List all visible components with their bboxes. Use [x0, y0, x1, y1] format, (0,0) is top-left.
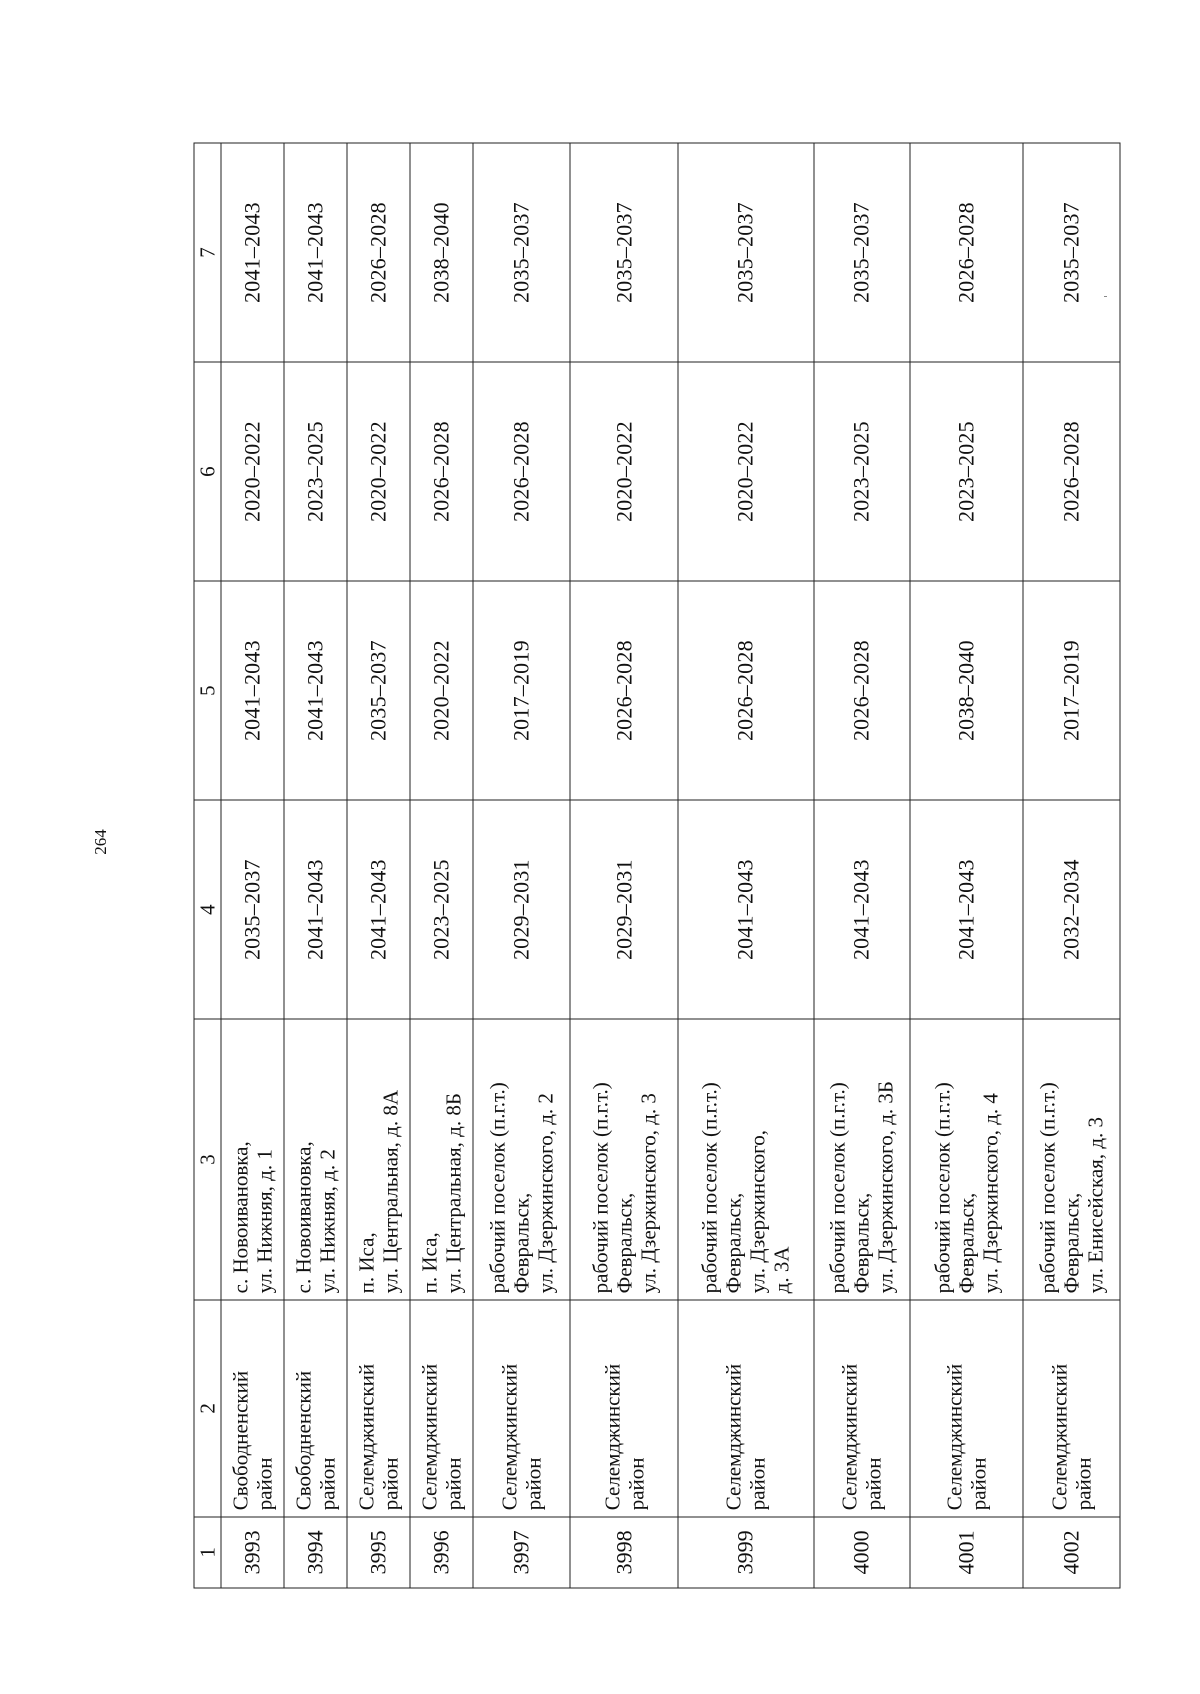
district-cell [814, 1300, 911, 1517]
address-line: Февральск, [1059, 1192, 1084, 1294]
address-line: ул. Дзержинского, д. 3 [636, 1093, 661, 1294]
period-cell-col5: 2017–2019 [1023, 581, 1120, 800]
scan-artifact-mark [1104, 296, 1107, 297]
row-number-cell: 3994 [284, 1517, 347, 1588]
period-cell-col5: 2026–2028 [678, 581, 813, 800]
district-line: район [441, 1457, 466, 1511]
address-line: ул. Дзержинского, д. 4 [978, 1093, 1003, 1294]
period-cell-col7: 2035–2037 [814, 143, 911, 362]
address-cell [678, 1019, 813, 1300]
district-cell [1023, 1300, 1120, 1517]
period-cell-col4: 2023–2025 [410, 800, 473, 1019]
address-cell [570, 1019, 678, 1300]
address-line: ул. Дзержинского, д. 2 [533, 1093, 558, 1294]
period-cell-col6: 2026–2028 [473, 362, 570, 581]
district-line: район [1071, 1457, 1096, 1511]
row-number-cell: 3997 [473, 1517, 570, 1588]
period-cell-col6: 2023–2025 [910, 362, 1023, 581]
district-line: район [521, 1457, 546, 1511]
row-number-cell: 3996 [410, 1517, 473, 1588]
district-cell [570, 1300, 678, 1517]
address-line: рабочий поселок (п.г.т.) [930, 1082, 955, 1294]
period-cell-col7: 2038–2040 [410, 143, 473, 362]
row-number-cell: 3993 [221, 1517, 284, 1588]
registry-table [194, 143, 1121, 1589]
period-cell-col5: 2017–2019 [473, 581, 570, 800]
table-row [910, 143, 1023, 1588]
district-line: Свободненский [291, 1370, 316, 1511]
table-row [473, 143, 570, 1588]
period-cell-col5: 2020–2022 [410, 581, 473, 800]
address-cell [473, 1019, 570, 1300]
address-cell [347, 1019, 410, 1300]
district-line: район [252, 1457, 277, 1511]
address-cell [284, 1019, 347, 1300]
period-cell-col7: 2035–2037 [678, 143, 813, 362]
period-cell-col7: 2041–2043 [284, 143, 347, 362]
row-number-cell: 3998 [570, 1517, 678, 1588]
table-row [410, 143, 473, 1588]
period-cell-col5: 2038–2040 [910, 581, 1023, 800]
district-line: район [315, 1457, 340, 1511]
column-header-6: 6 [194, 362, 221, 581]
period-cell-col6: 2026–2028 [1023, 362, 1120, 581]
period-cell-col4: 2041–2043 [678, 800, 813, 1019]
district-line: Селемджинский [942, 1363, 967, 1511]
address-line: п. Иса, [417, 1232, 442, 1294]
column-header-4: 4 [194, 800, 221, 1019]
address-line: рабочий поселок (п.г.т.) [588, 1082, 613, 1294]
address-line: с. Новоивановка, [291, 1141, 316, 1294]
address-cell [814, 1019, 911, 1300]
district-cell [910, 1300, 1023, 1517]
address-line: ул. Нижняя, д. 2 [315, 1149, 340, 1294]
address-cell [410, 1019, 473, 1300]
table-row [570, 143, 678, 1588]
address-line: ул. Нижняя, д. 1 [252, 1149, 277, 1294]
column-header-1: 1 [194, 1517, 221, 1588]
table-body [221, 143, 1120, 1588]
period-cell-col5: 2041–2043 [284, 581, 347, 800]
period-cell-col6: 2020–2022 [347, 362, 410, 581]
table-row [284, 143, 347, 1588]
period-cell-col4: 2035–2037 [221, 800, 284, 1019]
address-cell [1023, 1019, 1120, 1300]
district-line: район [745, 1457, 770, 1511]
address-line: ул. Центральная, д. 8А [378, 1090, 403, 1294]
address-line: ул. Енисейская, д. 3 [1083, 1116, 1108, 1294]
district-line: район [624, 1457, 649, 1511]
column-header-5: 5 [194, 581, 221, 800]
address-line: рабочий поселок (п.г.т.) [1035, 1082, 1060, 1294]
address-cell [221, 1019, 284, 1300]
address-line: Февральск, [849, 1192, 874, 1294]
district-line: Селемджинский [354, 1363, 379, 1511]
district-line: Селемджинский [1047, 1363, 1072, 1511]
period-cell-col7: 2026–2028 [347, 143, 410, 362]
period-cell-col4: 2041–2043 [814, 800, 911, 1019]
district-cell [284, 1300, 347, 1517]
period-cell-col7: 2035–2037 [1023, 143, 1120, 362]
district-line: Селемджинский [417, 1363, 442, 1511]
table-row [814, 143, 911, 1588]
period-cell-col5: 2041–2043 [221, 581, 284, 800]
address-line: ул. Дзержинского, [745, 1130, 770, 1294]
district-cell [473, 1300, 570, 1517]
table-row [347, 143, 410, 1588]
period-cell-col6: 2020–2022 [570, 362, 678, 581]
period-cell-col6: 2020–2022 [221, 362, 284, 581]
period-cell-col4: 2041–2043 [910, 800, 1023, 1019]
district-line: Селемджинский [600, 1363, 625, 1511]
row-number-cell: 4001 [910, 1517, 1023, 1588]
period-cell-col7: 2041–2043 [221, 143, 284, 362]
district-cell [678, 1300, 813, 1517]
table-row [678, 143, 813, 1588]
district-line: Свободненский [228, 1370, 253, 1511]
period-cell-col4: 2041–2043 [347, 800, 410, 1019]
district-line: Селемджинский [721, 1363, 746, 1511]
address-line: ул. Центральная, д. 8Б [441, 1093, 466, 1294]
period-cell-col4: 2029–2031 [473, 800, 570, 1019]
period-cell-col4: 2029–2031 [570, 800, 678, 1019]
table-row [221, 143, 284, 1588]
period-cell-col6: 2020–2022 [678, 362, 813, 581]
address-line: Февральск, [721, 1192, 746, 1294]
district-line: Селемджинский [497, 1363, 522, 1511]
district-cell [221, 1300, 284, 1517]
district-cell [347, 1300, 410, 1517]
address-cell [910, 1019, 1023, 1300]
address-line: ул. Дзержинского, д. 3Б [873, 1081, 898, 1294]
period-cell-col5: 2026–2028 [570, 581, 678, 800]
district-line: Селемджинский [837, 1363, 862, 1511]
table-row [1023, 143, 1120, 1588]
header-row [194, 143, 221, 1588]
row-number-cell: 4000 [814, 1517, 911, 1588]
registry-table-container [194, 143, 1121, 1589]
period-cell-col4: 2041–2043 [284, 800, 347, 1019]
period-cell-col6: 2023–2025 [284, 362, 347, 581]
row-number-cell: 3999 [678, 1517, 813, 1588]
period-cell-col7: 2026–2028 [910, 143, 1023, 362]
address-line: Февральск, [612, 1192, 637, 1294]
column-header-3: 3 [194, 1019, 221, 1300]
district-line: район [378, 1457, 403, 1511]
period-cell-col5: 2035–2037 [347, 581, 410, 800]
address-line: Февральск, [954, 1192, 979, 1294]
period-cell-col6: 2023–2025 [814, 362, 911, 581]
address-line: Февральск, [509, 1192, 534, 1294]
district-line: район [966, 1457, 991, 1511]
row-number-cell: 4002 [1023, 1517, 1120, 1588]
district-line: район [861, 1457, 886, 1511]
address-line: рабочий поселок (п.г.т.) [697, 1082, 722, 1294]
address-line: с. Новоивановка, [228, 1141, 253, 1294]
period-cell-col6: 2026–2028 [410, 362, 473, 581]
address-line: рабочий поселок (п.г.т.) [825, 1082, 850, 1294]
period-cell-col5: 2026–2028 [814, 581, 911, 800]
page-number: 264 [91, 829, 110, 855]
address-line: д. 3А [769, 1246, 794, 1294]
address-line: п. Иса, [354, 1232, 379, 1294]
row-number-cell: 3995 [347, 1517, 410, 1588]
period-cell-col7: 2035–2037 [570, 143, 678, 362]
column-header-2: 2 [194, 1300, 221, 1517]
address-line: рабочий поселок (п.г.т.) [485, 1082, 510, 1294]
district-cell [410, 1300, 473, 1517]
column-header-7: 7 [194, 143, 221, 362]
period-cell-col7: 2035–2037 [473, 143, 570, 362]
period-cell-col4: 2032–2034 [1023, 800, 1120, 1019]
